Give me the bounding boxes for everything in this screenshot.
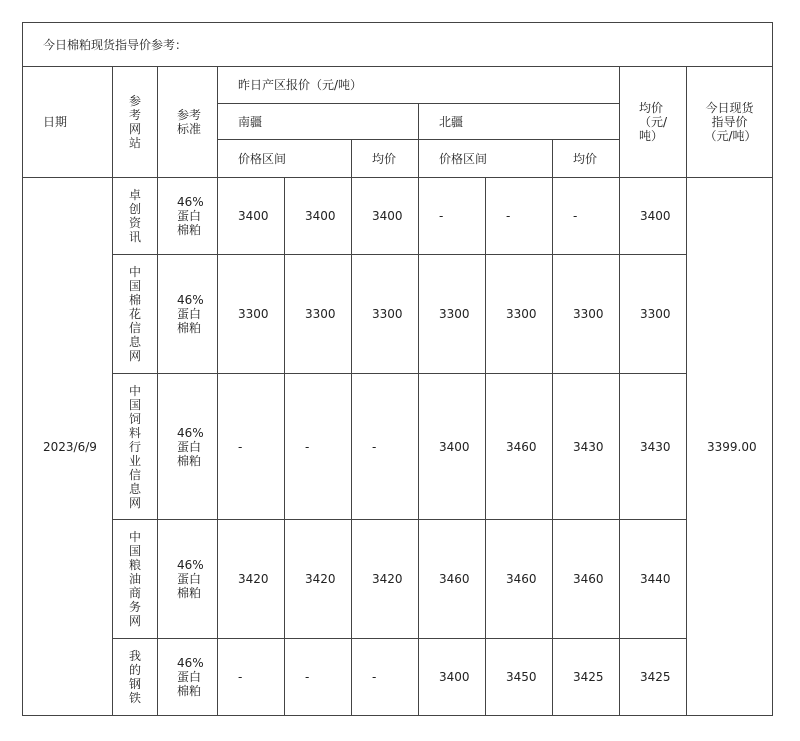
price-table-container <box>22 22 772 716</box>
site-cell: 我的钢铁 <box>113 639 158 716</box>
table-row <box>23 178 773 255</box>
table-title: 今日棉粕现货指导价参考： <box>23 23 773 67</box>
standard-cell: 46%蛋白棉粕 <box>158 639 218 716</box>
north-high-cell: 3460 <box>486 520 553 639</box>
south-high-cell: 3400 <box>285 178 352 255</box>
north-avg-cell: 3300 <box>553 255 620 374</box>
standard-cell: 46%蛋白棉粕 <box>158 255 218 374</box>
avg-cell: 3430 <box>620 374 687 520</box>
site-cell: 中国棉花信息网 <box>113 255 158 374</box>
avg-cell: 3425 <box>620 639 687 716</box>
south-avg-cell: - <box>352 374 419 520</box>
south-low-cell: - <box>218 374 285 520</box>
south-avg-cell: 3400 <box>352 178 419 255</box>
cotton-meal-price-table <box>22 22 773 716</box>
south-high-cell: - <box>285 639 352 716</box>
header-north: 北疆 <box>419 104 620 140</box>
south-avg-cell: 3420 <box>352 520 419 639</box>
south-avg-cell: - <box>352 639 419 716</box>
header-standard: 参考标准 <box>158 67 218 178</box>
north-high-cell: - <box>486 178 553 255</box>
avg-cell: 3300 <box>620 255 687 374</box>
south-low-cell: 3300 <box>218 255 285 374</box>
north-high-cell: 3450 <box>486 639 553 716</box>
south-avg-cell: 3300 <box>352 255 419 374</box>
date-cell: 2023/6/9 <box>23 178 113 716</box>
table-row <box>23 374 773 520</box>
header-date: 日期 <box>23 67 113 178</box>
header-site: 参考网站 <box>113 67 158 178</box>
north-avg-cell: 3425 <box>553 639 620 716</box>
header-north-avg: 均价 <box>553 140 620 178</box>
standard-cell: 46%蛋白棉粕 <box>158 520 218 639</box>
north-low-cell: 3300 <box>419 255 486 374</box>
north-low-cell: 3400 <box>419 639 486 716</box>
north-low-cell: 3460 <box>419 520 486 639</box>
avg-cell: 3400 <box>620 178 687 255</box>
south-low-cell: 3420 <box>218 520 285 639</box>
header-south-avg: 均价 <box>352 140 419 178</box>
site-cell: 中国饲料行业信息网 <box>113 374 158 520</box>
north-high-cell: 3300 <box>486 255 553 374</box>
guide-price-cell: 3399.00 <box>687 178 773 716</box>
south-low-cell: - <box>218 639 285 716</box>
south-high-cell: 3300 <box>285 255 352 374</box>
table-row <box>23 520 773 639</box>
header-south: 南疆 <box>218 104 419 140</box>
south-low-cell: 3400 <box>218 178 285 255</box>
standard-cell: 46%蛋白棉粕 <box>158 178 218 255</box>
north-low-cell: 3400 <box>419 374 486 520</box>
header-avg-all: 均价（元/吨） <box>620 67 687 178</box>
header-guide: 今日现货指导价（元/吨） <box>687 67 773 178</box>
south-high-cell: - <box>285 374 352 520</box>
north-high-cell: 3460 <box>486 374 553 520</box>
header-north-range: 价格区间 <box>419 140 553 178</box>
north-avg-cell: 3460 <box>553 520 620 639</box>
table-row <box>23 639 773 716</box>
avg-cell: 3440 <box>620 520 687 639</box>
site-cell: 中国粮油商务网 <box>113 520 158 639</box>
header-yesterday: 昨日产区报价（元/吨） <box>218 67 620 104</box>
site-cell: 卓创资讯 <box>113 178 158 255</box>
north-avg-cell: - <box>553 178 620 255</box>
south-high-cell: 3420 <box>285 520 352 639</box>
standard-cell: 46%蛋白棉粕 <box>158 374 218 520</box>
north-low-cell: - <box>419 178 486 255</box>
header-south-range: 价格区间 <box>218 140 352 178</box>
table-row <box>23 255 773 374</box>
north-avg-cell: 3430 <box>553 374 620 520</box>
